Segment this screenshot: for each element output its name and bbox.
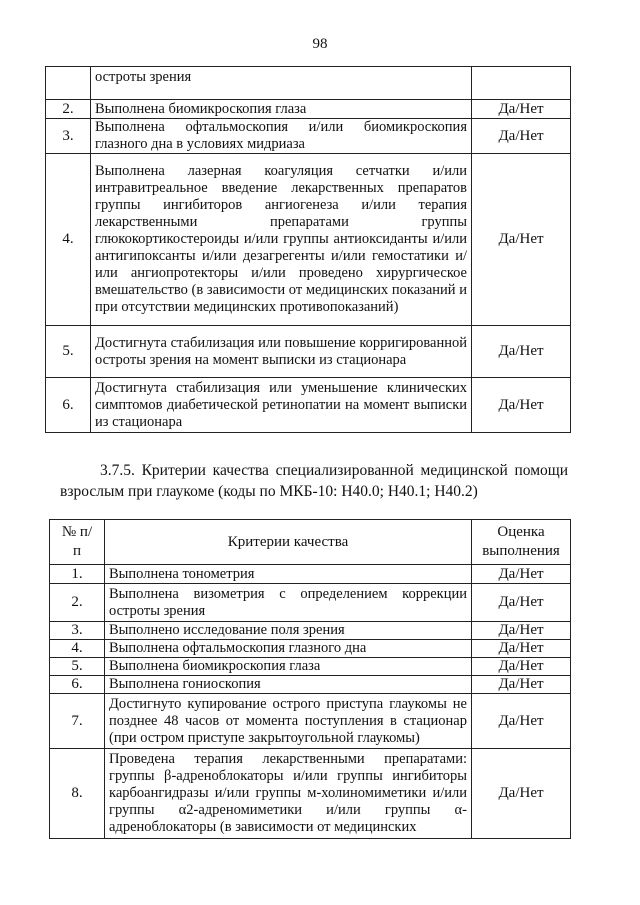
row-number: 2. (46, 100, 91, 119)
criterion-text: Выполнена биомикроскопия глаза (105, 658, 472, 676)
row-number: 7. (50, 694, 105, 749)
row-number: 3. (46, 119, 91, 154)
row-number: 5. (50, 658, 105, 676)
criterion-text: Выполнена офтальмоскопия и/или биомикроскопия глазного дна в условиях мидриаза (91, 119, 472, 154)
table-row (50, 640, 571, 658)
criterion-text: Достигнута стабилизация или уменьшение клинических симптомов диабетической ретинопатии на момент выписки из стационара (91, 378, 472, 433)
table-header-row (50, 520, 571, 565)
assessment-value: Да/Нет (472, 676, 571, 694)
table-row (46, 100, 571, 119)
row-number: 1. (50, 565, 105, 584)
table-row (50, 658, 571, 676)
row-number: 5. (46, 326, 91, 378)
row-number: 6. (46, 378, 91, 433)
row-number (46, 67, 91, 100)
header-number: № п/п (50, 520, 105, 565)
assessment-value: Да/Нет (472, 119, 571, 154)
assessment-value: Да/Нет (472, 100, 571, 119)
assessment-value: Да/Нет (472, 154, 571, 326)
page-number: 98 (312, 36, 328, 52)
table-row (50, 694, 571, 749)
section-heading: 3.7.5. Критерии качества специализированной медицинской помощи взрослым при глаукоме (коды по МКБ-10: H40.0; H40.1; H40.2) (60, 462, 568, 500)
table-row (50, 749, 571, 839)
criterion-text: Достигнуто купирование острого приступа глаукомы не позднее 48 часов от момента поступления в стационар (при остром приступе закрытоугольной глаукомы) (105, 694, 472, 749)
row-number: 4. (50, 640, 105, 658)
assessment-value: Да/Нет (472, 565, 571, 584)
assessment-value: Да/Нет (472, 584, 571, 622)
criterion-text: Выполнено исследование поля зрения (105, 622, 472, 640)
criterion-text: Выполнена тонометрия (105, 565, 472, 584)
assessment-value: Да/Нет (472, 622, 571, 640)
quality-criteria-table-continued (45, 66, 571, 433)
glaucoma-quality-criteria-table (49, 519, 571, 839)
assessment-value: Да/Нет (472, 326, 571, 378)
header-criteria: Критерии качества (105, 520, 472, 565)
criterion-text: Достигнута стабилизация или повышение корригированной остроты зрения на момент выписки из стационара (91, 326, 472, 378)
row-number: 6. (50, 676, 105, 694)
table-row (46, 378, 571, 433)
criterion-text: остроты зрения (91, 67, 472, 100)
criterion-text: Выполнена лазерная коагуляция сетчатки и/или интравитреальное введение лекарственных препаратов группы ингибиторов ангиогенеза и/или терапия лекарственными препаратами группы глюкокортикостероиды и/или группы антиоксиданты и/или антигипоксанты и/или дезагрегенты и/или гемостатики и/или ангиопротекторы и/или проведено хирургическое вмешательство (в зависимости от медицинских показаний и при отсутствии медицинских противопоказаний) (91, 154, 472, 326)
criterion-text: Выполнена биомикроскопия глаза (91, 100, 472, 119)
table-row (46, 326, 571, 378)
table-row (50, 622, 571, 640)
row-number: 2. (50, 584, 105, 622)
criterion-text: Выполнена визометрия с определением коррекции остроты зрения (105, 584, 472, 622)
assessment-value: Да/Нет (472, 749, 571, 839)
table-row (46, 67, 571, 100)
criterion-text: Проведена терапия лекарственными препаратами: группы β-адреноблокаторы и/или группы ингибиторы карбоангидразы и/или группы м-холиномиметики и/или группы α2-адреномиметики и/или группы α-адреноблокаторы (в зависимости от медицинских (105, 749, 472, 839)
criterion-text: Выполнена офтальмоскопия глазного дна (105, 640, 472, 658)
assessment-value (472, 67, 571, 100)
table-row (46, 119, 571, 154)
row-number: 8. (50, 749, 105, 839)
row-number: 3. (50, 622, 105, 640)
criterion-text: Выполнена гониоскопия (105, 676, 472, 694)
assessment-value: Да/Нет (472, 694, 571, 749)
table-row (50, 584, 571, 622)
assessment-value: Да/Нет (472, 378, 571, 433)
table-row (50, 565, 571, 584)
row-number: 4. (46, 154, 91, 326)
assessment-value: Да/Нет (472, 640, 571, 658)
table-row (50, 676, 571, 694)
table-row (46, 154, 571, 326)
assessment-value: Да/Нет (472, 658, 571, 676)
header-assessment: Оценка выполнения (472, 520, 571, 565)
